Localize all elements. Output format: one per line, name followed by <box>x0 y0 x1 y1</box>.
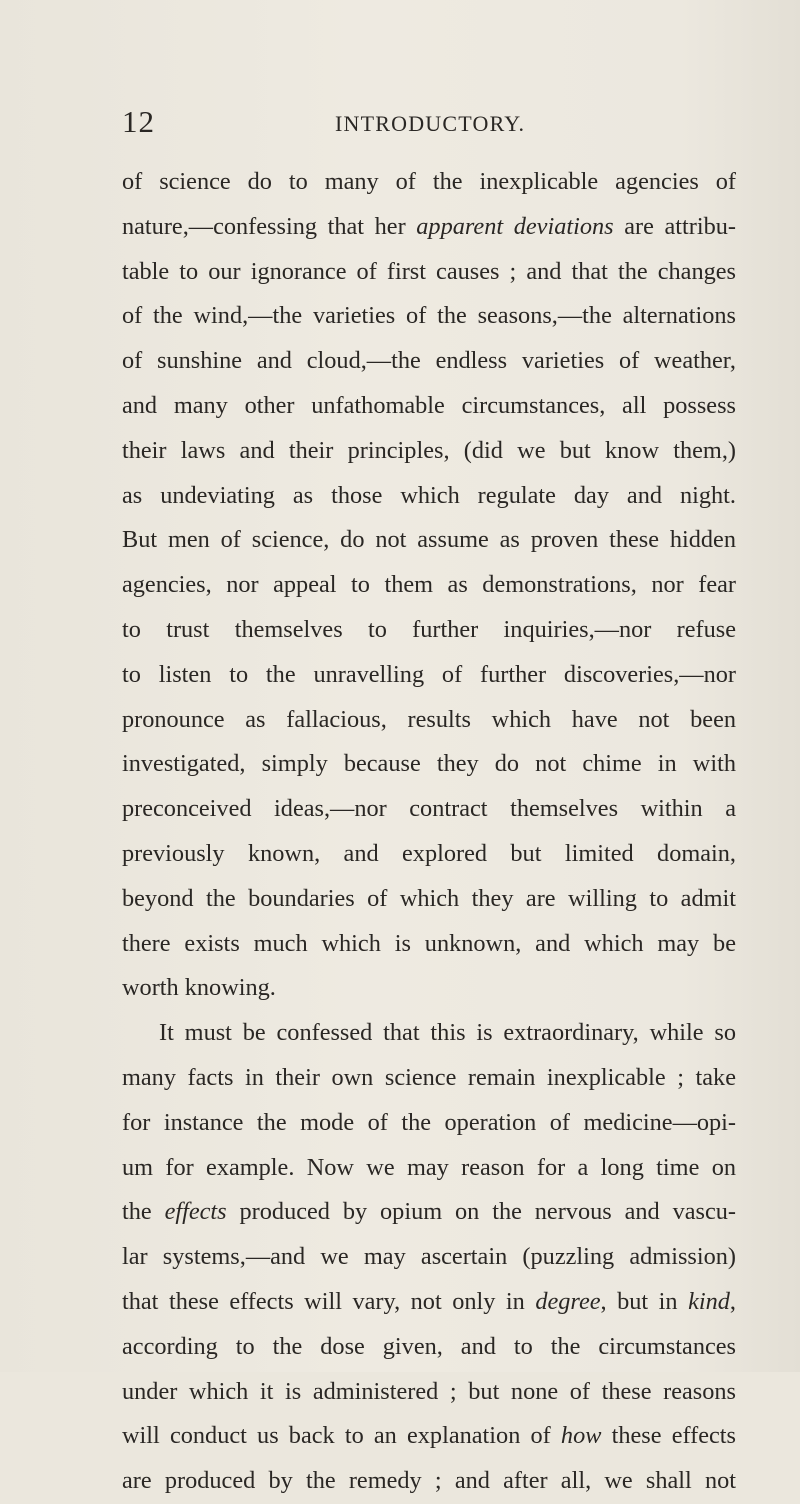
text-line: are produced by the remedy ; and after all, we shall not <box>122 1467 736 1495</box>
text-line: their laws and their principles, (did we but know them,) <box>122 436 736 464</box>
italic-phrase: effects <box>164 1198 227 1226</box>
paragraph-2 <box>122 1011 736 1504</box>
text-line: previously known, and explored but limited domain, <box>122 839 736 867</box>
text-line: as undeviating as those which regulate day and night. <box>122 481 736 509</box>
text-line: will conduct us back to an explanation of how these effects <box>122 1422 736 1450</box>
text-line: It must be confessed that this is extraordinary, while so <box>159 1019 736 1047</box>
text-line: agencies, nor appeal to them as demonstrations, nor fear <box>122 571 736 599</box>
body-text <box>122 160 736 1504</box>
text-line: according to the dose given, and to the circumstances <box>122 1332 736 1360</box>
text-line: of science do to many of the inexplicable agencies of <box>122 168 736 195</box>
text-line: that these effects will vary, not only in degree, but in kind, <box>122 1287 736 1315</box>
text-line: of the wind,—the varieties of the seasons,—the alternations <box>122 302 736 330</box>
text-line: preconceived ideas,—nor contract themselves within a <box>122 795 736 823</box>
text-line: um for example. Now we may reason for a long time on <box>122 1153 736 1181</box>
text-line: beyond the boundaries of which they are willing to admit <box>122 884 736 912</box>
text-line: for instance the mode of the operation of medicine—opi- <box>122 1108 736 1136</box>
running-head-title: INTRODUCTORY. <box>335 111 526 136</box>
text-line: table to our ignorance of first causes ; and that the changes <box>122 257 736 285</box>
text-line: nature,—confessing that her apparent deviations are attribu- <box>122 212 736 240</box>
text-line: under which it is administered ; but none of these reasons <box>122 1377 736 1405</box>
text-line: there exists much which is unknown, and which may be <box>122 929 736 957</box>
text-line: investigated, simply because they do not chime in with <box>122 750 736 778</box>
paragraph-1 <box>122 160 736 1011</box>
text-line: many facts in their own science remain inexplicable ; take <box>122 1063 736 1091</box>
text-line: and many other unfathomable circumstances, all possess <box>122 391 736 419</box>
italic-phrase: kind <box>688 1287 730 1315</box>
running-head <box>122 104 742 140</box>
text-line: lar systems,—and we may ascertain (puzzling admission) <box>122 1243 736 1271</box>
text-line: pronounce as fallacious, results which have not been <box>122 705 736 733</box>
text-line: of sunshine and cloud,—the endless varieties of weather, <box>122 347 736 375</box>
text-line: the effects produced by opium on the nervous and vascu- <box>122 1198 736 1226</box>
text-line: to trust themselves to further inquiries,—nor refuse <box>122 615 736 643</box>
text-line: worth knowing. <box>122 974 276 1002</box>
text-line: to listen to the unravelling of further discoveries,—nor <box>122 660 736 688</box>
italic-phrase: how <box>560 1422 602 1450</box>
italic-phrase: degree <box>535 1287 601 1315</box>
page-number: 12 <box>122 104 155 139</box>
italic-phrase: apparent deviations <box>416 212 614 240</box>
text-line: But men of science, do not assume as proven these hidden <box>122 526 736 554</box>
